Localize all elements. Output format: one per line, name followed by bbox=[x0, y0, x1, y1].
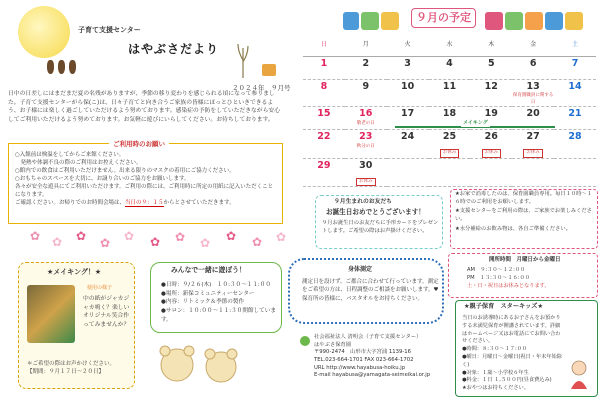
day-header-wed: 水 bbox=[429, 36, 471, 56]
starkids-body: 当日のお誘導時にあるお子さんをお預かりする未満児保育が開講されています。詳細はホームページ又はお電話にてお問い合わせください。 ●時間：８:３０〜１７:００ ●曜日：月曜日〜金曜日(祝日・年末年始除く) ●対象：１歳〜小学校６年生 ●料金：１日 １,５００円(昼食費込み) ★おやつはお持ちください。 bbox=[462, 315, 562, 392]
calendar-cell: 3 bbox=[387, 56, 429, 79]
calendar-cell bbox=[429, 158, 471, 187]
calendar-cell: 10 bbox=[387, 79, 429, 107]
calendar-cell: 27 お休み bbox=[512, 130, 554, 159]
calendar-cell: 21 bbox=[554, 107, 596, 130]
birthday-title: ９月生まれのお友だち bbox=[334, 199, 392, 205]
starkids-title: ★親子保育 スターキッズ★ bbox=[464, 303, 544, 310]
calendar-cell: 13 保育園職員に関する日 bbox=[512, 79, 554, 107]
org-address: 〒990-2474 山形市大字宮浦 1139-16 bbox=[314, 349, 411, 356]
calendar-cell: 23 秋分の日 bbox=[345, 130, 387, 159]
makeup-title: ★メイキング！★ bbox=[47, 268, 102, 276]
usage-notice-box bbox=[8, 140, 283, 224]
makeup-photo bbox=[27, 285, 75, 343]
birthday-body: ９月お誕生日のお友だちに手形カードをプレゼントします。ご希望の際はお声掛けください。 bbox=[322, 220, 439, 234]
calendar-cell: 25 お休み bbox=[429, 130, 471, 159]
flower-icon: ✿ bbox=[52, 235, 63, 249]
org-name2: はやぶさ保育園 bbox=[314, 341, 352, 348]
flower-icon: ✿ bbox=[30, 229, 41, 243]
issue-date: ２０２４年 ９月号 bbox=[232, 84, 291, 92]
notice-body bbox=[15, 152, 278, 208]
calendar-cell: 29 bbox=[303, 158, 345, 187]
flower-icon: ✿ bbox=[150, 235, 161, 249]
makeup-footer: ＊ご希望の際はお声かけください。 【期間：９月１７日〜２０日】 bbox=[27, 361, 116, 375]
holiday-label: 秋分の日 bbox=[356, 144, 375, 150]
calendar-cell: 5 bbox=[470, 56, 512, 79]
closed-badge: お休み bbox=[482, 149, 502, 158]
flower-icon: ✿ bbox=[124, 229, 135, 243]
org-name: 社会福祉法人 清明会（子育て支援センター） bbox=[314, 334, 422, 340]
play-together-box bbox=[150, 262, 282, 333]
calendar-cell: 6 bbox=[512, 56, 554, 79]
calendar-cell: 2 bbox=[345, 56, 387, 79]
measurement-title: 身体測定 bbox=[348, 266, 373, 273]
calendar-tag: 保育園職員に関する日 bbox=[512, 93, 554, 105]
hours-title: 開所時間 月曜日から金曜日 bbox=[489, 257, 561, 263]
note-line: ★支援センターをご利用の際は、ご家族でお楽しみください。 bbox=[455, 208, 592, 223]
birthday-box bbox=[315, 195, 443, 249]
calendar-cell bbox=[512, 158, 554, 187]
calendar-cell: 20 bbox=[512, 107, 554, 130]
notice-highlight: 当日の９：１５ bbox=[125, 199, 164, 206]
organization-info bbox=[300, 334, 446, 394]
day-header-sat: 土 bbox=[554, 36, 596, 56]
flower-icon: ✿ bbox=[175, 230, 186, 244]
child-illustration bbox=[565, 359, 593, 389]
org-logo-icon bbox=[300, 336, 310, 346]
flower-icon: ✿ bbox=[276, 230, 287, 244]
bears-illustration bbox=[155, 337, 245, 392]
calendar-cell: 15 bbox=[303, 107, 345, 130]
flower-icon: ✿ bbox=[252, 235, 263, 249]
flower-icon: ✿ bbox=[76, 229, 87, 243]
flower-icon: ✿ bbox=[200, 236, 211, 250]
note-line: ★水分補給のお飲み物は、各自ご準備ください。 bbox=[455, 225, 571, 232]
play-body bbox=[161, 281, 279, 324]
org-phone: TEL.023-664-1701 FAX 023-664-1702 bbox=[314, 357, 414, 364]
makeup-text: 中の紙がジャカジャカ鳴く？楽しいオリジナル笑合作ってみませんか？ bbox=[83, 296, 130, 329]
holiday-label: 敬老の日 bbox=[356, 121, 375, 127]
calendar-cell: 24 bbox=[387, 130, 429, 159]
calendar-cell: 8 bbox=[303, 79, 345, 107]
right-notes-box bbox=[450, 189, 598, 249]
calendar-cell: 12 bbox=[470, 79, 512, 107]
calendar-cell: 28 bbox=[554, 130, 596, 159]
header-title: はやぶさだより bbox=[128, 42, 220, 56]
play-title: みんなで一緒に遊ぼう！ bbox=[171, 266, 246, 274]
day-header-fri: 金 bbox=[512, 36, 554, 56]
calendar-cell: 19 bbox=[470, 107, 512, 130]
day-header-thu: 木 bbox=[470, 36, 512, 56]
calendar-cell: 11 bbox=[429, 79, 471, 107]
intro-text: 日中の日差しにはまだまだ夏の名残がありますが、季節の移り変わりを感じられる頃になって参りました。子育て支援センターがら保(こ)は、日々子育てと向き合うご家族の皆様にほっとひといきできるよう、お子様には楽しく過ごしていただけるよう努めております。感染症の予防をしていただきながら安心してご利用いただけるよう努めております。お気軽に遊びにいらしてください。お待ちしております。 bbox=[8, 91, 280, 124]
day-header-sun: 日 bbox=[303, 36, 345, 56]
birthday-subtitle: お誕生日おめでとうございます！ bbox=[326, 208, 425, 216]
calendar-title: ９月の予定 bbox=[411, 8, 476, 28]
play-line: ●内容：リトミック＆季節の製作 bbox=[161, 299, 245, 306]
calendar-cell: 30 お休み bbox=[345, 158, 387, 187]
org-url[interactable]: URL http://www.hayabusa-hoiku.jp bbox=[314, 364, 406, 371]
body-measurement-box bbox=[288, 258, 444, 324]
day-header-mon: 月 bbox=[345, 36, 387, 56]
calendar-cell: 16 敬老の日 bbox=[345, 107, 387, 130]
notice-line: ○入館前は検温をしてからご来館ください。 bbox=[15, 152, 125, 158]
starkids-box bbox=[455, 300, 598, 397]
calendar-cell: 22 bbox=[303, 130, 345, 159]
bunnies-illustration bbox=[47, 60, 87, 76]
makeup-photo-label: 使用の様子 bbox=[87, 285, 113, 291]
notice-closing: ご確認ください。お帰りでのお時間会場は、当日の９：１５からとさせていただきます。 bbox=[15, 199, 235, 206]
play-line: ●サロン：１０:００〜１１:３０開館しています。 bbox=[161, 307, 276, 323]
september-calendar bbox=[303, 36, 596, 187]
moon-illustration bbox=[18, 6, 70, 58]
closed-badge: お休み bbox=[356, 178, 376, 187]
calendar-cell: 1 bbox=[303, 56, 345, 79]
notice-line: ○館内での飲食はご利用いただけません。出来る限りのマスクの着用にご協力ください。 bbox=[15, 167, 235, 174]
opening-hours-box bbox=[448, 253, 598, 298]
calendar-cell bbox=[387, 158, 429, 187]
closed-badge: お休み bbox=[440, 149, 460, 158]
dango-stand-illustration bbox=[262, 64, 276, 76]
flower-icon: ✿ bbox=[100, 236, 111, 250]
calendar-cell: 18 bbox=[429, 107, 471, 130]
notice-line: 発熱や体調不良の際のご利用はお控えください。 bbox=[15, 159, 142, 166]
notice-line: 各々が安全な遊具にてご利用いただけます。ご利用の際には、ご利用時に所定の用紙に記入いただくことになります。 bbox=[15, 183, 274, 198]
play-line: ●日時：９/２６(木) １０:３０〜１１:００ bbox=[161, 282, 271, 288]
measurement-body: 測定日を設けず、ご都合に合わせて行っています。測定をご希望の方は、日程調整のご相談をお願いします。♥ 保育所の皆様に、バスタオルをお持ちください。 bbox=[302, 279, 439, 302]
play-line: ●場所：新保コミュニティーセンター bbox=[161, 290, 255, 297]
calendar-cell: 26 お休み bbox=[470, 130, 512, 159]
makeup-box bbox=[18, 262, 135, 389]
calendar-cell: 17 bbox=[387, 107, 429, 130]
day-header-tue: 火 bbox=[387, 36, 429, 56]
calendar-cell: 9 bbox=[345, 79, 387, 107]
makeup-period-label: メイキング bbox=[463, 120, 488, 126]
calendar-cell bbox=[470, 158, 512, 187]
pampas-grass-illustration bbox=[236, 40, 250, 78]
header-subtitle: 子育て支援センター bbox=[78, 26, 141, 34]
org-email[interactable]: E-mail hayabusa@yamagata-seimeikai.or.jp bbox=[314, 372, 431, 379]
closed-badge: お休み bbox=[523, 149, 543, 158]
notice-title: ご利用時のお願い bbox=[109, 140, 169, 149]
note-line: ★お家で消毒したのは、保育園職員専用。毎日１０時〜１６時でのご利用をお願いします。 bbox=[455, 191, 593, 205]
hours-body: AM ９:３０〜１２:００ PM １３:３０〜１６:００ 土・日・祝日はお休みとなります。 bbox=[467, 267, 550, 289]
calendar-cell: 4 bbox=[429, 56, 471, 79]
calendar-header-train bbox=[303, 4, 598, 34]
notice-line: ○おもちゃのスペースを大切に、お譲り合いのご協力をお願いします。 bbox=[15, 175, 190, 182]
calendar-cell: 14 bbox=[554, 79, 596, 107]
flower-icon: ✿ bbox=[226, 229, 237, 243]
calendar-cell: 7 bbox=[554, 56, 596, 79]
calendar-cell bbox=[554, 158, 596, 187]
